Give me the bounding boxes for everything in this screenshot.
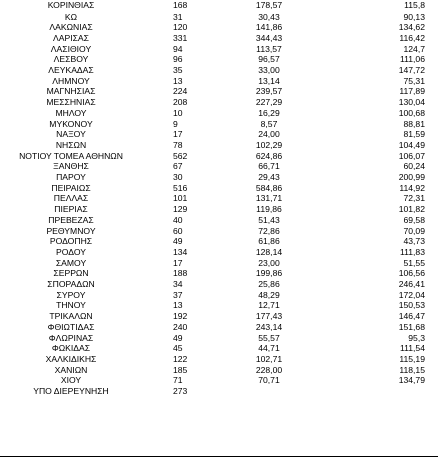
region-name-cell: ΜΗΛΟΥ bbox=[55, 107, 87, 118]
table-row bbox=[0, 279, 431, 290]
rate-value-cell: 141,86 bbox=[255, 22, 283, 33]
average-value-cell: 60,24 bbox=[403, 161, 425, 172]
average-value-cell: 124,7 bbox=[403, 43, 425, 54]
case-count-cell: 40 bbox=[173, 214, 183, 225]
region-name-cell: ΛΑΣΙΘΙΟΥ bbox=[50, 43, 92, 54]
rate-value-cell: 228,00 bbox=[255, 364, 283, 375]
case-count-cell: 273 bbox=[173, 386, 188, 397]
region-name-cell: ΚΟΡΙΝΘΙΑΣ bbox=[47, 0, 95, 10]
rate-value-cell: 113,57 bbox=[256, 43, 282, 54]
case-count-cell: 129 bbox=[173, 204, 188, 215]
average-value-cell: 172,04 bbox=[398, 289, 425, 300]
table-row bbox=[0, 300, 431, 311]
table-row bbox=[0, 322, 431, 333]
rate-value-cell: 29,43 bbox=[258, 172, 280, 183]
rate-value-cell: 13,14 bbox=[258, 75, 280, 86]
case-count-cell: 96 bbox=[173, 54, 183, 65]
average-value-cell: 95,3 bbox=[408, 332, 425, 343]
table-row bbox=[0, 33, 431, 44]
case-count-cell: 49 bbox=[173, 236, 183, 247]
rate-value-cell: 131,71 bbox=[255, 193, 283, 204]
rate-value-cell: 61,86 bbox=[258, 236, 280, 247]
region-name-cell: ΛΑΚΩΝΙΑΣ bbox=[49, 22, 93, 33]
region-name-cell: ΡΟΔΟΠΗΣ bbox=[49, 236, 93, 247]
average-value-cell: 106,07 bbox=[398, 150, 425, 161]
average-value-cell: 118,15 bbox=[399, 364, 425, 375]
rate-value-cell: 70,71 bbox=[258, 375, 280, 386]
region-name-cell: ΤΡΙΚΑΛΩΝ bbox=[49, 311, 93, 322]
rate-value-cell: 119,86 bbox=[256, 204, 282, 215]
region-name-cell: ΠΡΕΒΕΖΑΣ bbox=[48, 214, 94, 225]
case-count-cell: 331 bbox=[173, 32, 188, 43]
region-name-cell: ΣΕΡΡΩΝ bbox=[53, 268, 89, 279]
table-row bbox=[0, 236, 431, 247]
rate-value-cell: 30,43 bbox=[258, 11, 280, 22]
rate-value-cell: 199,86 bbox=[255, 268, 283, 279]
case-count-cell: 94 bbox=[173, 43, 183, 54]
case-count-cell: 168 bbox=[173, 0, 188, 10]
table-row bbox=[0, 97, 431, 108]
case-count-cell: 9 bbox=[173, 118, 178, 129]
rate-value-cell: 66,71 bbox=[258, 161, 280, 172]
average-value-cell: 115,19 bbox=[399, 354, 425, 364]
average-value-cell: 51,55 bbox=[403, 257, 425, 268]
rate-value-cell: 55,57 bbox=[258, 332, 280, 343]
average-value-cell bbox=[316, 386, 431, 397]
case-count-cell: 37 bbox=[173, 289, 183, 300]
region-name-cell: ΠΑΡΟΥ bbox=[56, 172, 86, 183]
case-count-cell: 17 bbox=[173, 257, 183, 268]
rate-value-cell: 624,86 bbox=[255, 150, 283, 161]
table-row bbox=[0, 172, 431, 183]
rate-value-cell: 48,29 bbox=[258, 289, 280, 300]
region-name-cell: ΛΑΡΙΣΑΣ bbox=[53, 32, 89, 43]
table-row bbox=[0, 140, 431, 151]
table-row bbox=[0, 193, 431, 204]
case-count-cell: 35 bbox=[173, 65, 183, 76]
region-name-cell: ΦΩΚΙΔΑΣ bbox=[51, 343, 91, 354]
average-value-cell: 81,59 bbox=[403, 129, 425, 140]
region-name-cell: ΣΠΟΡΑΔΩΝ bbox=[47, 279, 95, 290]
table-row bbox=[0, 22, 431, 33]
average-value-cell: 146,47 bbox=[398, 311, 425, 322]
case-count-cell: 240 bbox=[173, 321, 188, 332]
case-count-cell: 78 bbox=[173, 139, 183, 150]
average-value-cell: 147,72 bbox=[398, 65, 425, 76]
region-name-cell: ΛΕΣΒΟΥ bbox=[53, 54, 89, 65]
region-name-cell: ΧΙΟΥ bbox=[60, 375, 82, 386]
case-count-cell: 34 bbox=[173, 279, 183, 290]
rate-value-cell: 24,00 bbox=[258, 129, 280, 140]
region-name-cell: ΣΑΜΟΥ bbox=[55, 257, 87, 268]
rate-value-cell: 8,57 bbox=[260, 118, 278, 129]
average-value-cell: 246,41 bbox=[398, 279, 425, 290]
case-count-cell: 67 bbox=[173, 161, 183, 172]
case-count-cell: 122 bbox=[173, 354, 188, 364]
average-value-cell: 130,04 bbox=[398, 97, 425, 108]
rate-value-cell: 33,00 bbox=[258, 65, 280, 76]
average-value-cell: 117,89 bbox=[399, 86, 425, 97]
region-name-cell: ΛΗΜΝΟΥ bbox=[52, 75, 90, 86]
region-name-cell: ΣΥΡΟΥ bbox=[56, 289, 86, 300]
average-value-cell: 114,92 bbox=[399, 182, 425, 193]
bottom-border-line bbox=[0, 456, 438, 457]
case-count-cell: 192 bbox=[173, 311, 188, 322]
case-count-cell: 224 bbox=[173, 86, 188, 97]
average-value-cell: 116,42 bbox=[399, 32, 425, 43]
rate-value-cell: 243,14 bbox=[255, 321, 283, 332]
region-name-cell: ΝΗΣΩΝ bbox=[55, 139, 87, 150]
average-value-cell: 151,68 bbox=[398, 321, 425, 332]
average-value-cell: 106,56 bbox=[398, 268, 425, 279]
table-row bbox=[0, 311, 431, 322]
case-count-cell: 516 bbox=[173, 182, 188, 193]
rate-value-cell: 25,86 bbox=[258, 279, 280, 290]
case-count-cell: 562 bbox=[173, 150, 188, 161]
average-value-cell: 90,13 bbox=[403, 11, 425, 22]
average-value-cell: 100,68 bbox=[398, 107, 425, 118]
table-row bbox=[0, 290, 431, 301]
region-name-cell: ΝΑΞΟΥ bbox=[56, 129, 86, 140]
average-value-cell: 200,99 bbox=[398, 172, 425, 183]
case-count-cell: 134 bbox=[173, 246, 188, 257]
average-value-cell: 88,81 bbox=[403, 118, 425, 129]
case-count-cell: 60 bbox=[173, 225, 183, 236]
rate-value-cell: 16,29 bbox=[258, 107, 280, 118]
rate-value-cell: 584,86 bbox=[255, 182, 283, 193]
region-name-cell: ΤΗΝΟΥ bbox=[56, 300, 86, 311]
table-row bbox=[0, 247, 431, 258]
table-row bbox=[0, 0, 431, 12]
region-name-cell: ΦΛΩΡΙΝΑΣ bbox=[48, 332, 94, 343]
case-count-cell: 30 bbox=[173, 172, 183, 183]
region-name-cell: ΧΑΝΙΩΝ bbox=[54, 364, 88, 375]
average-value-cell: 72,31 bbox=[403, 193, 425, 204]
average-value-cell: 75,31 bbox=[403, 75, 425, 86]
table-row bbox=[0, 151, 431, 162]
case-count-cell: 13 bbox=[173, 75, 183, 86]
rate-value-cell: 96,57 bbox=[258, 54, 280, 65]
region-name-cell: ΝΟΤΙΟΥ ΤΟΜΕΑ ΑΘΗΝΩΝ bbox=[19, 150, 123, 161]
rate-value-cell: 128,14 bbox=[255, 246, 283, 257]
average-value-cell: 134,79 bbox=[398, 375, 425, 386]
rate-value-cell: 72,86 bbox=[258, 225, 280, 236]
average-value-cell: 111,06 bbox=[399, 54, 425, 65]
rate-value-cell: 12,71 bbox=[258, 300, 280, 311]
average-value-cell: 115,8 bbox=[404, 0, 425, 10]
case-count-cell: 101 bbox=[173, 193, 188, 204]
case-count-cell: 45 bbox=[173, 343, 183, 354]
rate-value-cell bbox=[222, 386, 316, 397]
average-value-cell: 111,54 bbox=[399, 343, 425, 354]
case-count-cell: 120 bbox=[173, 22, 188, 33]
rate-value-cell: 102,71 bbox=[255, 354, 283, 364]
table-row bbox=[0, 204, 431, 215]
region-name-cell: ΜΥΚΟΝΟΥ bbox=[49, 118, 93, 129]
region-name-cell: ΠΙΕΡΙΑΣ bbox=[54, 204, 88, 215]
average-value-cell: 104,49 bbox=[398, 139, 425, 150]
region-name-cell: ΜΑΓΝΗΣΙΑΣ bbox=[46, 86, 96, 97]
region-name-cell: ΥΠΟ ΔΙΕΡΕΥΝΗΣΗ bbox=[33, 386, 109, 397]
table-row bbox=[0, 375, 431, 386]
region-name-cell: ΠΕΙΡΑΙΩΣ bbox=[51, 182, 91, 193]
table-row bbox=[0, 54, 431, 65]
rate-value-cell: 44,71 bbox=[258, 343, 280, 354]
rate-value-cell: 239,57 bbox=[255, 86, 283, 97]
case-count-cell: 71 bbox=[173, 375, 183, 386]
region-name-cell: ΡΕΘΥΜΝΟΥ bbox=[46, 225, 96, 236]
case-count-cell: 17 bbox=[173, 129, 183, 140]
case-count-cell: 185 bbox=[173, 364, 188, 375]
case-count-cell: 188 bbox=[173, 268, 188, 279]
region-name-cell: ΚΩ bbox=[64, 11, 78, 22]
table-row bbox=[0, 119, 431, 130]
table-row bbox=[0, 268, 431, 279]
average-value-cell: 43,73 bbox=[403, 236, 425, 247]
table-row bbox=[0, 343, 431, 354]
average-value-cell: 70,09 bbox=[403, 225, 425, 236]
average-value-cell: 69,58 bbox=[403, 214, 425, 225]
table-row bbox=[0, 386, 431, 397]
case-count-cell: 10 bbox=[173, 107, 183, 118]
rate-value-cell: 344,43 bbox=[255, 32, 283, 43]
table-row bbox=[0, 215, 431, 226]
case-count-cell: 208 bbox=[173, 97, 188, 108]
average-value-cell: 150,53 bbox=[398, 300, 425, 311]
case-count-cell: 31 bbox=[173, 11, 183, 22]
rate-value-cell: 102,29 bbox=[255, 139, 283, 150]
table-row bbox=[0, 333, 431, 344]
rate-value-cell: 177,43 bbox=[255, 311, 283, 322]
table-row bbox=[0, 76, 431, 87]
region-name-cell: ΧΑΛΚΙΔΙΚΗΣ bbox=[45, 354, 97, 364]
table-row bbox=[0, 258, 431, 269]
average-value-cell: 101,82 bbox=[398, 204, 425, 215]
case-count-cell: 49 bbox=[173, 332, 183, 343]
table-row bbox=[0, 226, 431, 237]
region-name-cell: ΞΑΝΘΗΣ bbox=[53, 161, 89, 172]
table-row bbox=[0, 12, 431, 23]
case-count-cell: 13 bbox=[173, 300, 183, 311]
table-row bbox=[0, 183, 431, 194]
table-row bbox=[0, 44, 431, 55]
table-row bbox=[0, 161, 431, 172]
rate-value-cell: 51,43 bbox=[258, 214, 280, 225]
average-value-cell: 111,83 bbox=[399, 246, 425, 257]
table-row bbox=[0, 86, 431, 97]
table-row bbox=[0, 129, 431, 140]
table-row bbox=[0, 108, 431, 119]
table-row bbox=[0, 65, 431, 76]
average-value-cell: 134,62 bbox=[398, 22, 425, 33]
region-name-cell: ΛΕΥΚΑΔΑΣ bbox=[48, 65, 94, 76]
table-row bbox=[0, 354, 431, 365]
table-row bbox=[0, 365, 431, 376]
rate-value-cell: 23,00 bbox=[258, 257, 280, 268]
rate-value-cell: 227,29 bbox=[255, 97, 283, 108]
region-name-cell: ΡΟΔΟΥ bbox=[56, 246, 86, 257]
region-name-cell: ΜΕΣΣΗΝΙΑΣ bbox=[46, 97, 96, 108]
region-name-cell: ΦΘΙΩΤΙΔΑΣ bbox=[47, 321, 95, 332]
region-name-cell: ΠΕΛΛΑΣ bbox=[53, 193, 89, 204]
rate-value-cell: 178,57 bbox=[255, 0, 283, 10]
